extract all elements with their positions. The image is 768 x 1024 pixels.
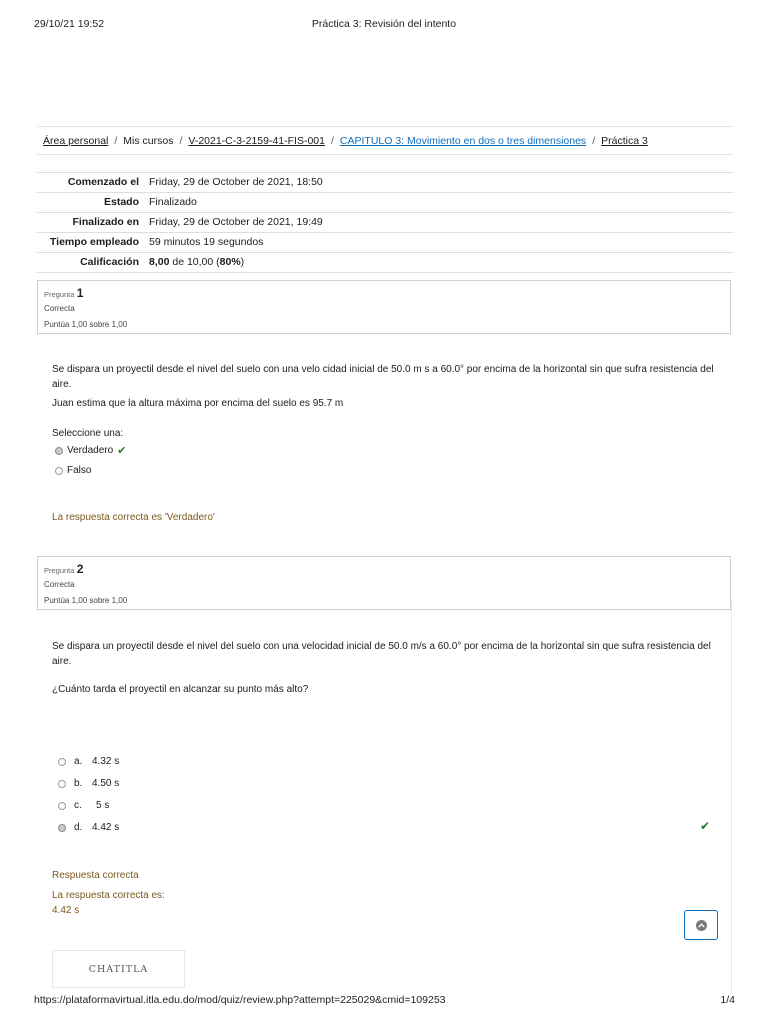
answer-option-a[interactable]	[58, 756, 119, 767]
answer-option-d[interactable]	[58, 822, 119, 833]
question-1-info	[37, 280, 731, 334]
print-footer	[0, 992, 768, 1012]
question-2-feedback-title: Respuesta correcta	[52, 870, 139, 881]
summary-label: Finalizado en	[72, 216, 139, 228]
summary-row-grade	[37, 253, 733, 273]
answer-option-falso[interactable]	[55, 465, 91, 476]
breadcrumb-separator: /	[179, 134, 183, 147]
back-to-top-button[interactable]	[684, 910, 718, 940]
answer-letter: a.	[74, 756, 83, 767]
question-1-feedback: La respuesta correcta es 'Verdadero'	[52, 512, 215, 523]
question-number	[44, 285, 730, 301]
summary-value	[147, 253, 733, 273]
question-grade: Puntúa 1,00 sobre 1,00	[44, 320, 128, 329]
summary-label: Tiempo empleado	[49, 236, 139, 248]
summary-value: 59 minutos 19 segundos	[149, 236, 264, 248]
grade-score: 8,00	[149, 256, 170, 268]
question-1-text	[52, 362, 722, 411]
summary-value: Friday, 29 de October de 2021, 19:49	[149, 216, 323, 228]
answer-label: 4.32 s	[92, 756, 120, 767]
question-state: Correcta	[44, 580, 75, 589]
print-url: https://plataformavirtual.itla.edu.do/mod/quiz/review.php?attempt=225029&cmid=109253	[34, 994, 446, 1006]
breadcrumb-practice[interactable]: Práctica 3	[601, 134, 648, 147]
breadcrumb-separator: /	[330, 134, 334, 147]
answer-letter: b.	[74, 778, 83, 789]
breadcrumb-separator: /	[114, 134, 118, 147]
question-grade: Puntúa 1,00 sobre 1,00	[44, 596, 128, 605]
question-text-paragraph: Se dispara un proyectil desde el nivel del suelo con una velo cidad inicial de 50.0 m s a 60.0° por encima de la horizontal sin que sufra resistencia del aire.	[52, 364, 714, 390]
summary-row-time	[37, 233, 733, 253]
radio-button[interactable]	[58, 802, 66, 810]
breadcrumb-mis-cursos[interactable]: Mis cursos	[123, 134, 174, 147]
radio-button[interactable]	[58, 758, 66, 766]
grade-close: )	[240, 256, 245, 268]
radio-button[interactable]	[58, 824, 66, 832]
breadcrumb-chapter[interactable]: CAPITULO 3: Movimiento en dos o tres dimensiones	[339, 134, 587, 147]
summary-row-state	[37, 193, 733, 213]
print-title: Práctica 3: Revisión del intento	[311, 18, 457, 30]
answer-label: 4.42 s	[92, 822, 120, 833]
summary-row-started	[37, 173, 733, 193]
question-number-value: 2	[76, 562, 84, 576]
answer-letter: c.	[74, 800, 82, 811]
question-label: Pregunta	[44, 290, 75, 299]
print-header	[0, 0, 768, 40]
question-2-info	[37, 556, 731, 610]
answer-option-b[interactable]	[58, 778, 119, 789]
answer-label: 5 s	[96, 800, 110, 811]
question-2-feedback-label: La respuesta correcta es:	[52, 890, 165, 901]
chat-button[interactable]: CHATITLA	[52, 950, 185, 988]
answer-option-verdadero[interactable]	[55, 444, 126, 457]
arrow-up-circle-icon	[696, 920, 707, 931]
question-label: Pregunta	[44, 566, 75, 575]
answer-option-c[interactable]	[58, 800, 109, 811]
attempt-summary-table	[37, 172, 733, 273]
summary-label: Comenzado el	[67, 176, 139, 188]
answer-letter: d.	[74, 822, 83, 833]
summary-row-finished	[37, 213, 733, 233]
question-1-prompt: Seleccione una:	[52, 428, 124, 439]
question-number-value: 1	[76, 286, 84, 300]
breadcrumb-area-personal[interactable]: Área personal	[43, 134, 109, 147]
answer-label: 4.50 s	[92, 778, 120, 789]
radio-button[interactable]	[55, 467, 63, 475]
question-text-paragraph: Se dispara un proyectil desde el nivel del suelo con una velocidad inicial de 50.0 m/s a 60.0° por encima de la horizontal sin que sufra resistencia del aire.	[52, 641, 711, 667]
grade-total: de 10,00 (	[169, 256, 220, 268]
radio-button[interactable]	[55, 447, 63, 455]
breadcrumb-separator: /	[592, 134, 596, 147]
question-2-prompt: ¿Cuánto tarda el proyectil en alcanzar su punto más alto?	[52, 684, 309, 695]
content-border	[731, 600, 732, 992]
summary-label: Estado	[103, 196, 139, 208]
print-page-number: 1/4	[720, 994, 735, 1006]
check-icon: ✔	[117, 445, 127, 457]
question-state: Correcta	[44, 304, 75, 313]
breadcrumb-course[interactable]: V-2021-C-3-2159-41-FIS-001	[188, 134, 325, 147]
grade-percent: 80%	[219, 256, 241, 268]
summary-value: Finalizado	[149, 196, 197, 208]
summary-value: Friday, 29 de October de 2021, 18:50	[149, 176, 323, 188]
answer-label: Falso	[67, 465, 92, 476]
answer-label: Verdadero	[67, 445, 114, 456]
summary-label: Calificación	[80, 256, 139, 268]
question-text-paragraph: Juan estima que la altura máxima por encima del suelo es 95.7 m	[52, 398, 344, 409]
breadcrumb	[37, 126, 733, 155]
question-2-feedback-value: 4.42 s	[52, 905, 80, 916]
print-date: 29/10/21 19:52	[34, 18, 105, 30]
question-number	[44, 561, 730, 577]
question-2-text	[52, 639, 722, 669]
check-icon: ✔	[700, 819, 711, 833]
radio-button[interactable]	[58, 780, 66, 788]
